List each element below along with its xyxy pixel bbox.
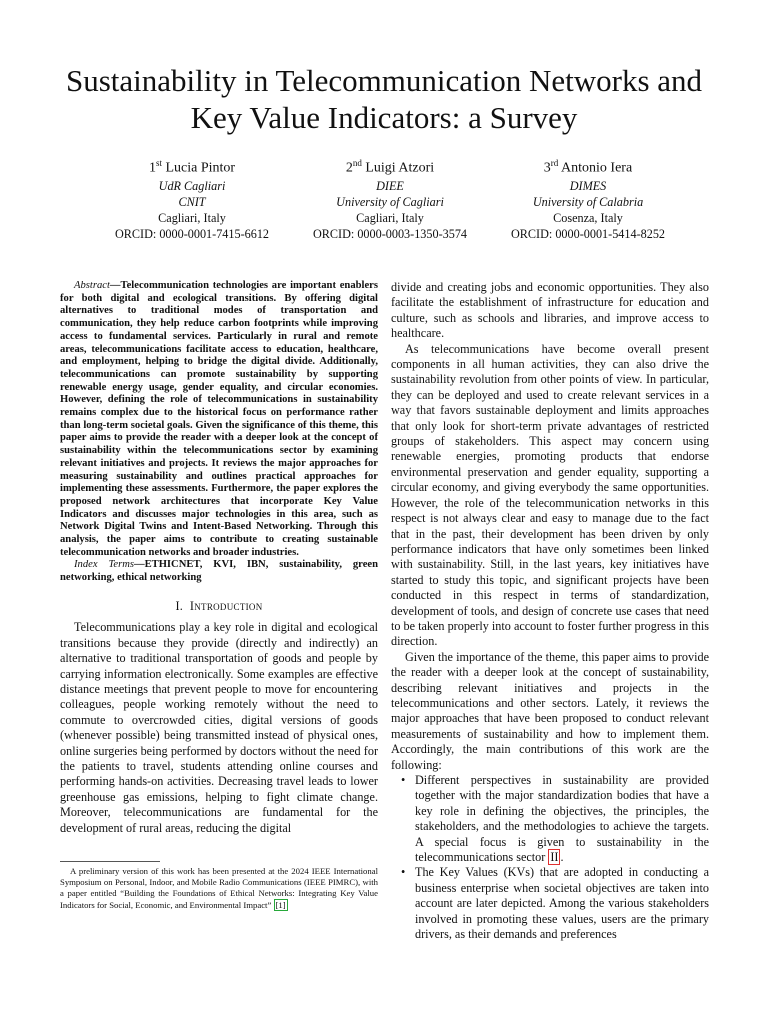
right-column [391,280,709,942]
author-1: 1st Lucia Pintor UdR Cagliari CNIT Cagliari, Italy ORCID: 0000-0001-7415-6612 [82,154,302,242]
citation-link[interactable]: [1] [275,899,286,910]
index-terms-text: —ETHICNET, KVI, IBN, sustainability, green networking, ethical networking [60,559,378,584]
intro-paragraph-3: Given the importance of the theme, this paper aims to provide the reader with a deeper look at the concept of sustainability, describing relevant initiatives and projects in the telecommunications and other sectors. Lately, it reviews the major approaches that have been proposed to conduct relevant measurements of sustainability and how to implement them. Accordingly, the main contributions of this work are the following: [391,649,709,772]
author-location: Cagliari, Italy [356,210,424,225]
author-affiliation: CNIT [178,194,206,209]
list-item: • Different perspectives in sustainability are provided together with the major standardization bodies that have a key role in defining the objectives, the principles, the stakeholders, and the methodologies to achieve the targets. A special focus is given to sustainability in the telecommunications sector II . [401,773,709,865]
title-line-1: Sustainability in Telecommunication Networks and [65,63,703,98]
author-name: Luigi Atzori [365,160,435,176]
bullet-icon: • [401,865,406,880]
author-2: 2nd Luigi Atzori DIEE University of Cagliari Cagliari, Italy ORCID: 0000-0003-1350-3574 [280,154,500,242]
bullet-icon: • [401,773,406,787]
intro-paragraph-1: Telecommunications play a key role in digital and ecological transitions because they provide (directly and indirectly) an alternative to traditional transportation of goods and people by carrying information electronically. Some examples are effective distance meetings that prevent people to move for encountering colleagues, people working remotely without the need to commute to overcrowded cities, digital versions of goods (whenever possible) being transmitted instead of physical ones, online surgeries being performed by doctors without the need for the patients to travel, students attending online courses and performing hands-on activities. Decreasing travel leads to lower greenhouse gas emissions, helping to fight climate change. Moreover, telecommunications are fundamental for the development of rural areas, reducing the digital [60,620,378,835]
author-affiliation: UdR Cagliari [158,178,226,193]
intro-paragraph-1-continued: divide and creating jobs and economic opportunities. They also facilitate the establishment of infrastructure for education and culture, such as schools and libraries, and improve access to healthcare. [391,280,709,341]
author-location: Cagliari, Italy [158,210,226,225]
footnote [60,866,378,911]
author-name: Antonio Iera [561,160,633,176]
author-name: Lucia Pintor [165,160,236,176]
abstract-text: —Telecommunication technologies are important enablers for both digital and ecological transitions. By offering digital alternatives to traditional modes of transportation and communication, they help reduce carbon footprints while improving access to fundamental services. Particularly in rural and remote areas, telecommunications facilitate access to education, healthcare, and employment, helping to bridge the digital divide. Additionally, telecommunications can promote sustainability by supporting renewable energy usage, gender equality, and circular economies. However, defining the role of telecommunications in sustainability remains complex due to the historical focus on performance rather than long-term societal goals. Given the significance of this theme, this paper aims to provide the reader with a deeper look at the concept of sustainability within the telecommunications sector by examining relevant initiatives and projects. It reviews the major approaches for measuring sustainability and outlines practical approaches for implementing these assessments. Furthermore, the paper explores the proposed network architectures that incorporate Key Value Indicators and discusses major technologies in this area, such as Network Digital Twins and Intent-Based Networking. Through this analysis, the paper aims to contribute to creating sustainable telecommunication networks and broader industries. [60,280,378,558]
author-orcid: ORCID: 0000-0001-7415-6612 [114,226,270,241]
contributions-list [391,773,709,942]
left-column [60,280,378,836]
list-item [401,865,709,942]
title-line-2: Key Value Indicators: a Survey [190,100,578,135]
abstract [60,280,378,559]
section-title: Introduction [189,598,263,613]
author-affiliation: DIMES [569,178,607,193]
section-number: I. [175,598,184,613]
intro-paragraph-2: As telecommunications have become overall present components in all human activities, they can also drive the sustainability revolution from other points of view. In particular, they can be deployed and used to create relevant services in a way that favors sustainable deployment and limits approaches that only look for short-term private advantages of restricted groups of stakeholders. This aspect may concern using renewable energies, promoting products that endorse environmental preservation and gender equality, supporting a circular economy, and giving everybody the same opportunities. However, the role of the telecommunication networks in this respect is not always clear and easy to manage due to the fact that in the past, their development has been driven by only performance indicators that have only sometimes been linked with sustainability. Still, in the last years, key initiatives have started to study this topic, and significant projects have been conducted in this respect in terms of standardization, development of tools, and design of concrete use cases that need to be taken properly into account to foster further progress in this direction. [391,341,709,649]
abstract-label: Abstract [74,280,110,291]
section-heading [60,599,378,614]
author-location: Cosenza, Italy [553,210,623,225]
footnote-divider [60,861,160,862]
author-orcid: ORCID: 0000-0001-5414-8252 [510,226,666,241]
author-affiliation: DIEE [376,178,404,193]
contribution-text: The Key Values (KVs) that are adopted in conducting a business enterprise when societal objectives are taken into account are later depicted. Among the various stakeholders involved in promoting these values, users are the primary drivers, as their demands and preferences [415,865,709,942]
author-3: 3rd Antonio Iera DIMES University of Calabria Cosenza, Italy ORCID: 0000-0001-5414-8252 [478,154,698,242]
author-affiliation: University of Cagliari [336,194,444,209]
author-affiliation: University of Calabria [532,194,644,209]
author-block [82,154,682,241]
section-reference-link[interactable]: II [550,850,559,865]
contribution-text: Different perspectives in sustainability are provided together with the major standardization bodies that have a key role in defining the objectives, the principles, the stakeholders, and the methodologies to achieve the targets. A special focus is given to sustainability in the telecommunications sector [415,773,709,865]
index-terms-label: Index Terms [74,559,134,571]
paper-title [40,62,728,136]
author-orcid: ORCID: 0000-0003-1350-3574 [312,226,468,241]
footnote-text: A preliminary version of this work has been presented at the 2024 IEEE International Symposium on Personal, Indoor, and Mobile Radio Communications (IEEE PIMRC), with a paper entitled “Building the Foundations of Ethical Networks: Integrating Key Value Indicators for Social, Economic, and Environmental Impact” [60,866,378,910]
index-terms [60,559,378,584]
